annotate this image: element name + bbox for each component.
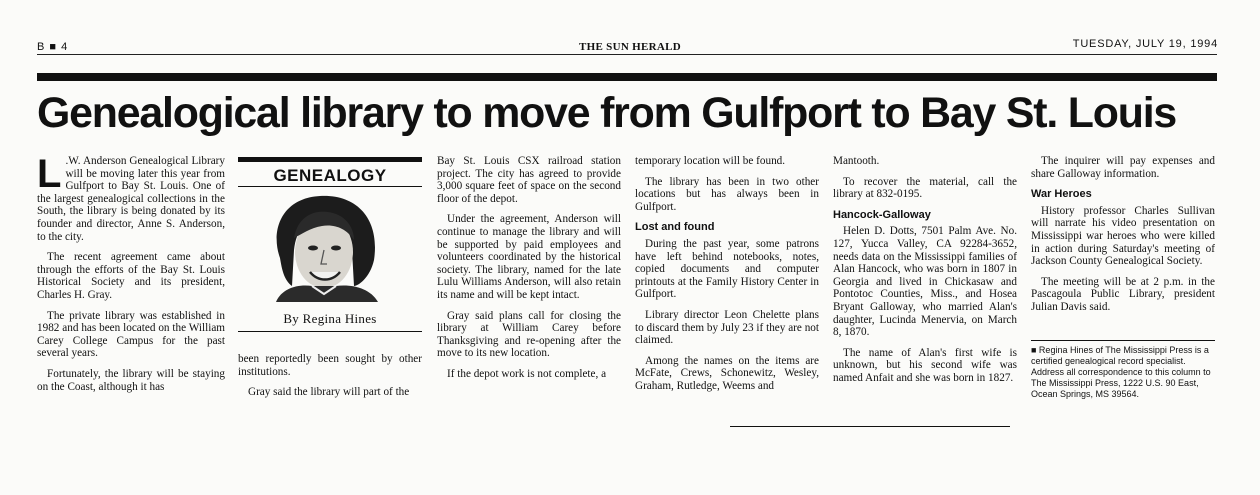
subhead-lost-and-found: Lost and found [635, 221, 715, 234]
column-2 [238, 353, 422, 407]
column-label-rule [238, 157, 422, 162]
sidebar-bottom-rule [238, 331, 422, 332]
col1-paragraph: Fortunately, the library will be staying on the Coast, although it has [37, 367, 225, 393]
col4-paragraph: Library director Leon Chelette plans to discard them by July 23 if they are not claimed. [635, 308, 819, 347]
col2-paragraph: Gray said the library will part of the [248, 386, 410, 399]
col2-paragraph: been reportedly been sought by other institutions. [238, 353, 422, 378]
column-1 [37, 152, 225, 401]
col4-paragraph: The library has been in two other locations but has always been in Gulfport. [635, 175, 819, 213]
column-3 [437, 155, 621, 389]
drop-cap: L [37, 152, 62, 196]
col4-paragraph: During the past year, some patrons have left behind notebooks, notes, copied documents and computer printouts at the Family History Center in Gulfport. [635, 237, 819, 301]
byline: By Regina Hines [283, 311, 377, 326]
headline-rule [37, 73, 1217, 81]
col6-paragraph: History professor Charles Sullivan will narrate his video presentation on Mississippi war heroes who were killed in action during Saturday's meeting of Jackson County Genealogical Society. [1031, 204, 1215, 268]
col3-paragraph: If the depot work is not complete, a [447, 367, 607, 380]
columnist-photo [262, 190, 392, 302]
col1-paragraph: The recent agreement came about through the efforts of the Bay St. Louis Historical Society and its president, Charles H. Gray. [37, 251, 225, 301]
author-note-rule [1031, 340, 1215, 341]
column-label: GENEALOGY [273, 166, 387, 185]
col5-paragraph: To recover the material, call the library at 832-0195. [833, 175, 1017, 201]
col5-paragraph: The name of Alan's first wife is unknown, but his second wife was named Anfait and she was born in 1827. [833, 346, 1017, 384]
column-4 [635, 155, 819, 401]
col4-paragraph: Among the names on the items are McFate, Crews, Schonewitz, Wesley, Graham, Rutledge, Weems and [635, 354, 819, 392]
subhead-war-heroes: War Heroes [1031, 188, 1092, 201]
column-label-underline [238, 186, 422, 187]
col3-paragraph: Under the agreement, Anderson will continue to manage the library and will be supported by paid employees and volunteers coordinated by the historical society. The library, named for the late Lulu Williams Anderson, will also retain its name and will be kept intact. [437, 213, 621, 301]
page-folio: B ■ 4 [37, 41, 69, 53]
author-note: ■ Regina Hines of The Mississippi Press is a certified genealogical record specialist. Address all correspondence to this column to The Mississippi Press, 1222 U.S. 90 East, Ocean Springs, MS 39564. [1031, 345, 1211, 399]
column-6 [1031, 155, 1215, 322]
subhead-hancock-galloway: Hancock-Galloway [833, 208, 931, 221]
col4-paragraph: temporary location will be found. [635, 155, 786, 167]
column-5 [833, 155, 1017, 393]
bottom-rule [730, 426, 1010, 427]
issue-date: TUESDAY, JULY 19, 1994 [1072, 38, 1218, 50]
col6-paragraph: The meeting will be at 2 p.m. in the Pascagoula Public Library, president Julian Davis said. [1031, 275, 1215, 313]
col3-paragraph: Bay St. Louis CSX railroad station project. The city has agreed to provide 3,000 square feet of space on the second floor of the depot. [437, 155, 621, 205]
newspaper-name: THE SUN HERALD [579, 41, 681, 53]
col5-paragraph: Mantooth. [833, 155, 880, 167]
headline: Genealogical library to move from Gulfport to Bay St. Louis [37, 89, 1177, 137]
col6-paragraph: The inquirer will pay expenses and share Galloway information. [1031, 155, 1215, 180]
col1-paragraph: The private library was established in 1982 and has been located on the William Carey College Campus for the past several years. [37, 309, 225, 360]
col3-paragraph: Gray said plans call for closing the library at William Carey before Thanksgiving and re-opening after the move to its new location. [437, 309, 621, 360]
col1-paragraph: .W. Anderson Genealogical Library will be moving later this year from Gulfport to Bay St. Louis. One of the largest genealogical collections in the South, the library is being donated by its founder and director, Anne S. Anderson, to the city. [37, 155, 225, 243]
header-rule [37, 54, 1217, 55]
col5-paragraph: Helen D. Dotts, 7501 Palm Ave. No. 127, Yucca Valley, CA 92284-3652, needs data on the Mississippi families of Alan Hancock, who was born in 1807 in Georgia and lived in Chickasaw and Pontotoc Counties, Miss., and Hosea Bryant Galloway, who married Alan's daughter, Lucinda Menervia, on March 8, 1870. [833, 225, 1017, 339]
